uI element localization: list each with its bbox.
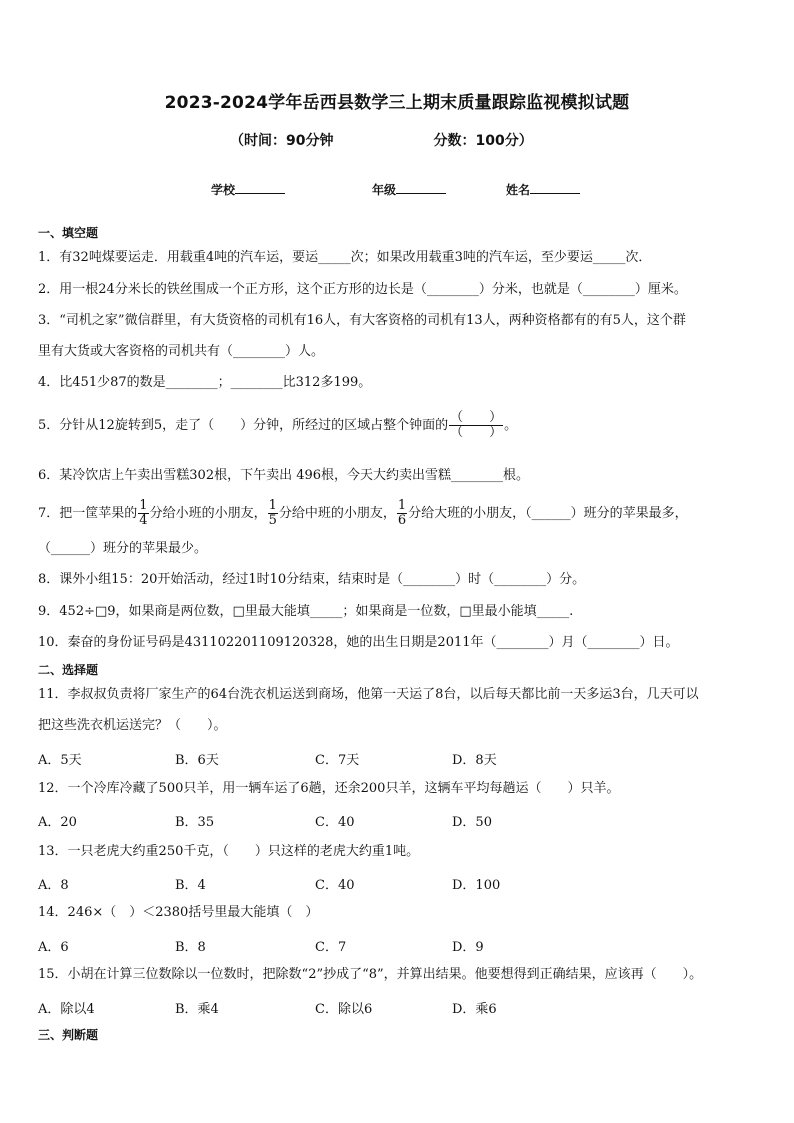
- question-12: 12．一个冷库冷藏了500只羊，用一辆车运了6趟，还余200只羊，这辆车平均每趟运（ ）只羊。: [38, 781, 620, 796]
- name-field: [506, 181, 580, 198]
- question-10: 10．秦奋的身份证号码是431102201109120328，她的出生日期是2011年（________）月（________）日。: [38, 635, 679, 650]
- option-b: B．6天: [175, 753, 219, 768]
- question-5-text: 5．分针从12旋转到5，走了（ ）分钟，所经过的区域占整个钟面的: [38, 418, 449, 433]
- fraction-denominator: 5: [268, 513, 277, 528]
- question-11-line-1: 11．李叔叔负责将厂家生产的64台洗衣机运送到商场，他第一天运了8台，以后每天都比前一天多运3台，几天可以: [38, 687, 699, 702]
- school-field: [211, 181, 285, 198]
- fraction-numerator: 1: [268, 498, 277, 513]
- name-blank: [530, 181, 580, 194]
- exam-meta: [230, 130, 533, 150]
- fraction-numerator: 1: [397, 498, 407, 513]
- question-6: 6．某冷饮店上午卖出雪糕302根，下午卖出 496根，今天大约卖出雪糕________根。: [38, 468, 530, 483]
- question-7-text-4: 分给大班的小朋友，（______）班分的苹果最多，: [408, 506, 688, 521]
- option-b: B．8: [175, 940, 206, 955]
- question-14: 14．246×（ ）＜2380括号里最大能填（ ）: [38, 905, 319, 920]
- option-a: A．8: [38, 878, 69, 893]
- fraction-denominator: 6: [397, 513, 407, 528]
- page-title: 2023-2024学年岳西县数学三上期末质量跟踪监视模拟试题: [164, 93, 630, 113]
- name-label: 姓名: [506, 183, 531, 197]
- option-a: A．20: [38, 815, 77, 830]
- section-fill-in: 一、填空题: [38, 226, 99, 240]
- section-true-false: 三、判断题: [38, 1028, 99, 1042]
- section-multiple-choice: 二、选择题: [38, 663, 99, 677]
- option-c: C．除以6: [315, 1002, 373, 1017]
- option-a: A．除以4: [38, 1002, 95, 1017]
- option-b: B．35: [175, 815, 215, 830]
- option-c: C．40: [315, 878, 355, 893]
- option-c: C．7: [315, 940, 347, 955]
- question-7-text-2: 分给小班的小朋友，: [149, 506, 267, 521]
- question-3-line-1: 3．“司机之家”微信群里，有大货资格的司机有16人，有大客资格的司机有13人，两种资格都有的有5人，这个群: [38, 313, 686, 328]
- question-3-line-2: 里有大货或大客资格的司机共有（________）人。: [38, 344, 325, 359]
- question-15: 15．小胡在计算三位数除以一位数时，把除数“2”抄成了“8”，并算出结果。他要想得到正确结果，应该再（ ）。: [38, 967, 703, 982]
- option-b: B．乘4: [175, 1002, 219, 1017]
- question-13: 13．一只老虎大约重250千克，（ ）只这样的老虎大约重1吨。: [38, 844, 420, 859]
- grade-field: [372, 181, 446, 198]
- fraction-numerator: 1: [139, 498, 148, 513]
- question-8: 8．课外小组15：20开始活动，经过1时10分结束，结束时是（________）时（________）分。: [38, 572, 586, 587]
- exam-score: 分数：100分）: [433, 133, 533, 149]
- fraction-one-quarter: [138, 499, 148, 528]
- school-blank: [235, 181, 285, 194]
- question-5-denominator: （ ）: [450, 425, 503, 440]
- option-d: D．9: [452, 940, 484, 955]
- question-7-text-3: 分给中班的小朋友，: [278, 506, 396, 521]
- question-2: 2．用一根24分米长的铁丝围成一个正方形，这个正方形的边长是（________）分米，也就是（________）厘米。: [38, 282, 687, 297]
- option-b: B．4: [175, 878, 206, 893]
- fraction-one-fifth: [268, 499, 278, 528]
- fraction-denominator: 4: [139, 513, 148, 528]
- option-a: A．6: [38, 940, 69, 955]
- option-a: A．5天: [38, 753, 82, 768]
- option-d: D．50: [452, 815, 492, 830]
- exam-time: （时间：90分钟: [230, 133, 334, 149]
- question-5-fraction: [449, 411, 503, 440]
- question-7-line-1: [38, 494, 688, 534]
- question-5: [38, 406, 517, 446]
- option-d: D．乘6: [452, 1002, 497, 1017]
- grade-label: 年级: [372, 183, 397, 197]
- question-5-numerator: （ ）: [450, 410, 503, 425]
- question-7-line-2: （______）班分的苹果最少。: [38, 541, 208, 556]
- option-d: D．8天: [452, 753, 497, 768]
- option-d: D．100: [452, 878, 501, 893]
- question-1: 1．有32吨煤要运走．用载重4吨的汽车运，要运_____次；如果改用载重3吨的汽车运，至少要运_____次．: [38, 250, 652, 265]
- option-c: C．7天: [315, 753, 360, 768]
- school-label: 学校: [211, 183, 236, 197]
- question-11-line-2: 把这些洗衣机运送完？（ ）。: [38, 718, 227, 733]
- grade-blank: [396, 181, 446, 194]
- fraction-one-sixth: [397, 499, 407, 528]
- question-4: 4．比451少87的数是________；________比312多199。: [38, 375, 372, 390]
- question-9: 9．452÷□9，如果商是两位数，□里最大能填_____；如果商是一位数，□里最小能填_____.: [38, 604, 574, 619]
- question-7-text-1: 7．把一筐苹果的: [38, 506, 138, 521]
- option-c: C．40: [315, 815, 355, 830]
- question-5-end: 。: [504, 418, 518, 433]
